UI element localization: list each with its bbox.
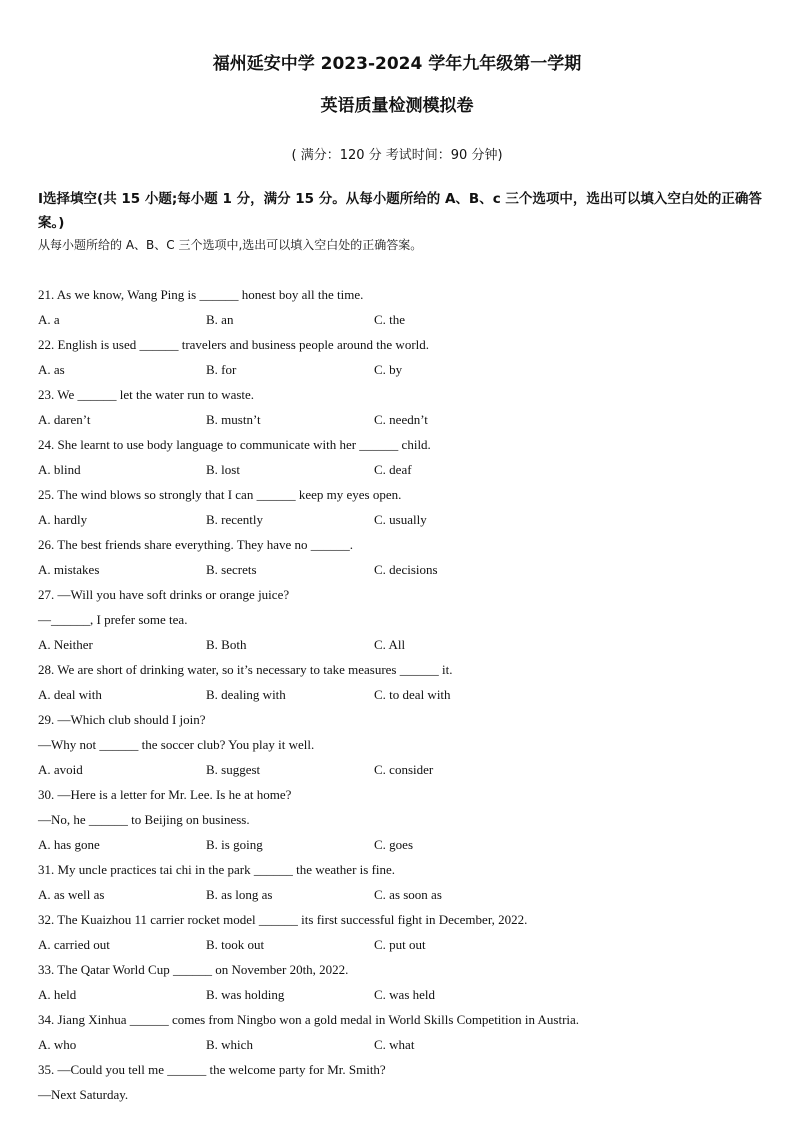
option-c[interactable]: C. by xyxy=(374,362,403,377)
options-row xyxy=(38,760,763,785)
section-instruction: 从每小题所给的 A、B、C 三个选项中,选出可以填入空白处的正确答案。 xyxy=(38,238,423,252)
option-c[interactable]: C. to deal with xyxy=(374,687,451,702)
option-b[interactable]: B. was holding xyxy=(206,987,285,1002)
option-a[interactable]: A. carried out xyxy=(38,937,110,952)
option-a[interactable]: A. deal with xyxy=(38,687,102,702)
option-b[interactable]: B. lost xyxy=(206,462,240,477)
option-b[interactable]: B. Both xyxy=(206,637,247,652)
options-row xyxy=(38,310,763,335)
question-stem: 33. The Qatar World Cup ______ on November 20th, 2022. xyxy=(38,962,349,977)
question-item xyxy=(38,385,763,435)
question-item xyxy=(38,785,763,860)
score-info: ( 满分：120 分 考试时间：90 分钟) xyxy=(291,148,503,163)
question-stem: 22. English is used ______ travelers and business people around the world. xyxy=(38,337,430,352)
question-list xyxy=(38,285,763,1110)
question-item xyxy=(38,1060,763,1110)
option-a[interactable]: A. a xyxy=(38,312,60,327)
option-b[interactable]: B. secrets xyxy=(206,562,257,577)
option-a[interactable]: A. hardly xyxy=(38,512,88,527)
option-b[interactable]: B. an xyxy=(206,312,234,327)
question-stem: 21. As we know, Wang Ping is ______ honest boy all the time. xyxy=(38,287,364,302)
option-c[interactable]: C. deaf xyxy=(374,462,412,477)
option-a[interactable]: A. blind xyxy=(38,462,81,477)
question-stem: 32. The Kuaizhou 11 carrier rocket model ______ its first successful fight in December, 2022. xyxy=(38,912,528,927)
option-b[interactable]: B. suggest xyxy=(206,762,261,777)
question-item xyxy=(38,860,763,910)
question-stem: 25. The wind blows so strongly that I can ______ keep my eyes open. xyxy=(38,487,402,502)
question-item xyxy=(38,910,763,960)
option-a[interactable]: A. who xyxy=(38,1037,77,1052)
options-row xyxy=(38,1035,763,1060)
option-b[interactable]: B. recently xyxy=(206,512,264,527)
question-item xyxy=(38,485,763,535)
exam-title: 福州延安中学 2023-2024 学年九年级第一学期 xyxy=(212,54,582,74)
question-item xyxy=(38,960,763,1010)
option-a[interactable]: A. held xyxy=(38,987,77,1002)
option-a[interactable]: A. has gone xyxy=(38,837,100,852)
option-a[interactable]: A. avoid xyxy=(38,762,83,777)
options-row xyxy=(38,410,763,435)
option-c[interactable]: C. usually xyxy=(374,512,427,527)
question-stem: 34. Jiang Xinhua ______ comes from Ningbo won a gold medal in World Skills Competition in Austria. xyxy=(38,1012,580,1027)
options-row xyxy=(38,510,763,535)
question-item xyxy=(38,285,763,335)
option-b[interactable]: B. which xyxy=(206,1037,253,1052)
dialogue-line: —Next Saturday. xyxy=(38,1087,129,1102)
option-c[interactable]: C. what xyxy=(374,1037,415,1052)
option-c[interactable]: C. consider xyxy=(374,762,434,777)
question-stem: 24. She learnt to use body language to communicate with her ______ child. xyxy=(38,437,431,452)
options-row xyxy=(38,885,763,910)
option-b[interactable]: B. for xyxy=(206,362,237,377)
question-stem: 23. We ______ let the water run to waste. xyxy=(38,387,255,402)
dialogue-line: —No, he ______ to Beijing on business. xyxy=(38,812,250,827)
options-row xyxy=(38,560,763,585)
options-row xyxy=(38,360,763,385)
section-heading: Ⅰ选择填空(共 15 小题;每小题 1 分，满分 15 分。从每小题所给的 A、B、c 三个选项中，选出可以填入空白处的正确答案。) xyxy=(38,191,762,231)
option-c[interactable]: C. was held xyxy=(374,987,436,1002)
option-b[interactable]: B. as long as xyxy=(206,887,273,902)
option-b[interactable]: B. took out xyxy=(206,937,265,952)
question-item xyxy=(38,435,763,485)
question-stem: 27. —Will you have soft drinks or orange juice? xyxy=(38,587,290,602)
option-c[interactable]: C. put out xyxy=(374,937,426,952)
option-c[interactable]: C. decisions xyxy=(374,562,438,577)
options-row xyxy=(38,985,763,1010)
dialogue-line: —______, I prefer some tea. xyxy=(38,612,188,627)
question-stem: 30. —Here is a letter for Mr. Lee. Is he at home? xyxy=(38,787,292,802)
question-item xyxy=(38,335,763,385)
option-c[interactable]: C. needn’t xyxy=(374,412,428,427)
options-row xyxy=(38,835,763,860)
option-c[interactable]: C. All xyxy=(374,637,406,652)
options-row xyxy=(38,685,763,710)
question-stem: 35. —Could you tell me ______ the welcome party for Mr. Smith? xyxy=(38,1062,386,1077)
options-row xyxy=(38,460,763,485)
option-a[interactable]: A. daren’t xyxy=(38,412,91,427)
question-item xyxy=(38,660,763,710)
question-item xyxy=(38,1010,763,1060)
question-stem: 26. The best friends share everything. They have no ______. xyxy=(38,537,354,552)
question-item xyxy=(38,535,763,585)
question-stem: 29. —Which club should I join? xyxy=(38,712,206,727)
options-row xyxy=(38,935,763,960)
question-stem: 28. We are short of drinking water, so it’s necessary to take measures ______ it. xyxy=(38,662,453,677)
option-c[interactable]: C. the xyxy=(374,312,406,327)
option-a[interactable]: A. mistakes xyxy=(38,562,100,577)
options-row xyxy=(38,635,763,660)
option-c[interactable]: C. as soon as xyxy=(374,887,442,902)
option-b[interactable]: B. mustn’t xyxy=(206,412,261,427)
option-b[interactable]: B. dealing with xyxy=(206,687,286,702)
exam-subtitle: 英语质量检测模拟卷 xyxy=(320,96,474,116)
option-a[interactable]: A. as xyxy=(38,362,65,377)
question-item xyxy=(38,710,763,785)
option-b[interactable]: B. is going xyxy=(206,837,263,852)
dialogue-line: —Why not ______ the soccer club? You play it well. xyxy=(38,737,315,752)
question-item xyxy=(38,585,763,660)
question-stem: 31. My uncle practices tai chi in the park ______ the weather is fine. xyxy=(38,862,396,877)
option-c[interactable]: C. goes xyxy=(374,837,413,852)
option-a[interactable]: A. as well as xyxy=(38,887,105,902)
option-a[interactable]: A. Neither xyxy=(38,637,93,652)
